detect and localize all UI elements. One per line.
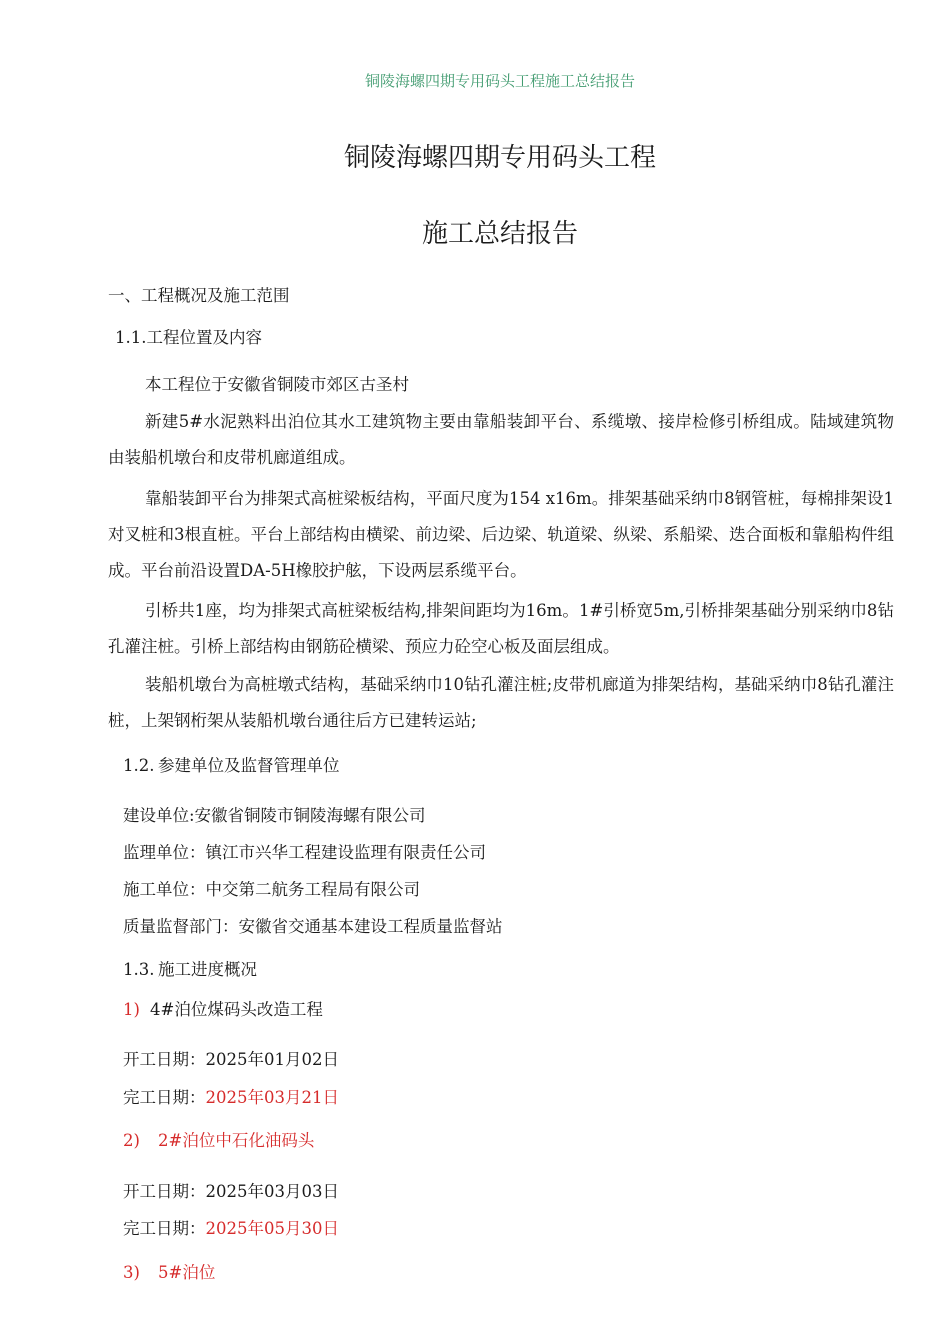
end-value: 2025年03月21日 xyxy=(205,1088,339,1107)
progress-item-2 xyxy=(123,1127,314,1151)
end-value: 2025年05月30日 xyxy=(205,1219,339,1238)
start-value: 2025年03月03日 xyxy=(205,1182,339,1201)
start-label: 开工日期： xyxy=(123,1050,206,1069)
paragraph-location: 本工程位于安徽省铜陵市郊区古圣村 xyxy=(145,375,409,394)
start-date-1 xyxy=(123,1046,339,1070)
subsection-title: 参建单位及监督管理单位 xyxy=(158,756,340,775)
unit-supervisor: 监理单位：镇江市兴华工程建设监理有限责任公司 xyxy=(123,843,486,862)
end-date-2 xyxy=(123,1215,339,1239)
item-name: 4#泊位煤码头改造工程 xyxy=(150,1000,323,1019)
title-line-1: 铜陵海螺四期专用码头工程 xyxy=(343,143,656,173)
paragraph-berth: 新建5#水泥熟料出泊位其水工建筑物主要由靠船装卸平台、系缆墩、接岸检修引桥组成。陆域建筑物由装船机墩台和皮带机廊道组成。 xyxy=(108,412,894,467)
paragraph-bridge: 引桥共1座，均为排架式高桩梁板结构,排架间距均为16m。1#引桥宽5m,引桥排架基础分别采纳巾8钻孔灌注桩。引桥上部结构由钢筋砼横梁、预应力砼空心板及面层组成。 xyxy=(108,601,894,656)
subsection-heading-1-1: 1.1.工程位置及内容 xyxy=(115,328,262,347)
start-label: 开工日期： xyxy=(123,1182,206,1201)
item-name: 2#泊位中石化油码头 xyxy=(158,1131,315,1150)
paragraph-platform: 靠船装卸平台为排架式高桩梁板结构，平面尺度为154 x16m。排架基础采纳巾8钢管桩，每棉排架设1对叉桩和3根直桩。平台上部结构由横梁、前边梁、后边梁、轨道梁、纵梁、系船梁、迭合面板和靠船构件组成。平台前沿设置DA-5H橡胶护舷，下设两层系缆平台。 xyxy=(108,489,894,580)
end-date-1 xyxy=(123,1084,339,1108)
end-label: 完工日期： xyxy=(123,1219,206,1238)
subsection-heading-1-3 xyxy=(123,956,257,980)
start-value: 2025年01月02日 xyxy=(205,1050,339,1069)
unit-quality: 质量监督部门：安徽省交通基本建设工程质量监督站 xyxy=(123,917,503,936)
end-label: 完工日期： xyxy=(123,1088,206,1107)
unit-owner: 建设单位:安徽省铜陵市铜陵海螺有限公司 xyxy=(123,806,426,825)
item-name: 5#泊位 xyxy=(158,1263,216,1282)
running-header: 铜陵海螺四期专用码头工程施工总结报告 xyxy=(364,72,635,90)
section-heading: 一、工程概况及施工范围 xyxy=(108,286,290,305)
progress-item-3 xyxy=(123,1259,215,1283)
item-number: 2) xyxy=(123,1131,140,1150)
start-date-2 xyxy=(123,1178,339,1202)
item-number: 3) xyxy=(123,1263,140,1282)
subsection-number: 1.2. xyxy=(123,756,155,775)
item-number: 1) xyxy=(123,1000,140,1019)
paragraph-pier: 装船机墩台为高桩墩式结构，基础采纳巾10钻孔灌注桩;皮带机廊道为排架结构，基础采纳巾8钻孔灌注桩，上架钢桁架从装船机墩台通往后方已建转运站; xyxy=(108,675,894,730)
subsection-heading-1-2 xyxy=(123,752,340,776)
subsection-title: 施工进度概况 xyxy=(158,960,257,979)
title-line-2: 施工总结报告 xyxy=(421,219,578,249)
subsection-number: 1.3. xyxy=(123,960,155,979)
progress-item-1 xyxy=(123,996,323,1020)
unit-contractor: 施工单位：中交第二航务工程局有限公司 xyxy=(123,880,420,899)
